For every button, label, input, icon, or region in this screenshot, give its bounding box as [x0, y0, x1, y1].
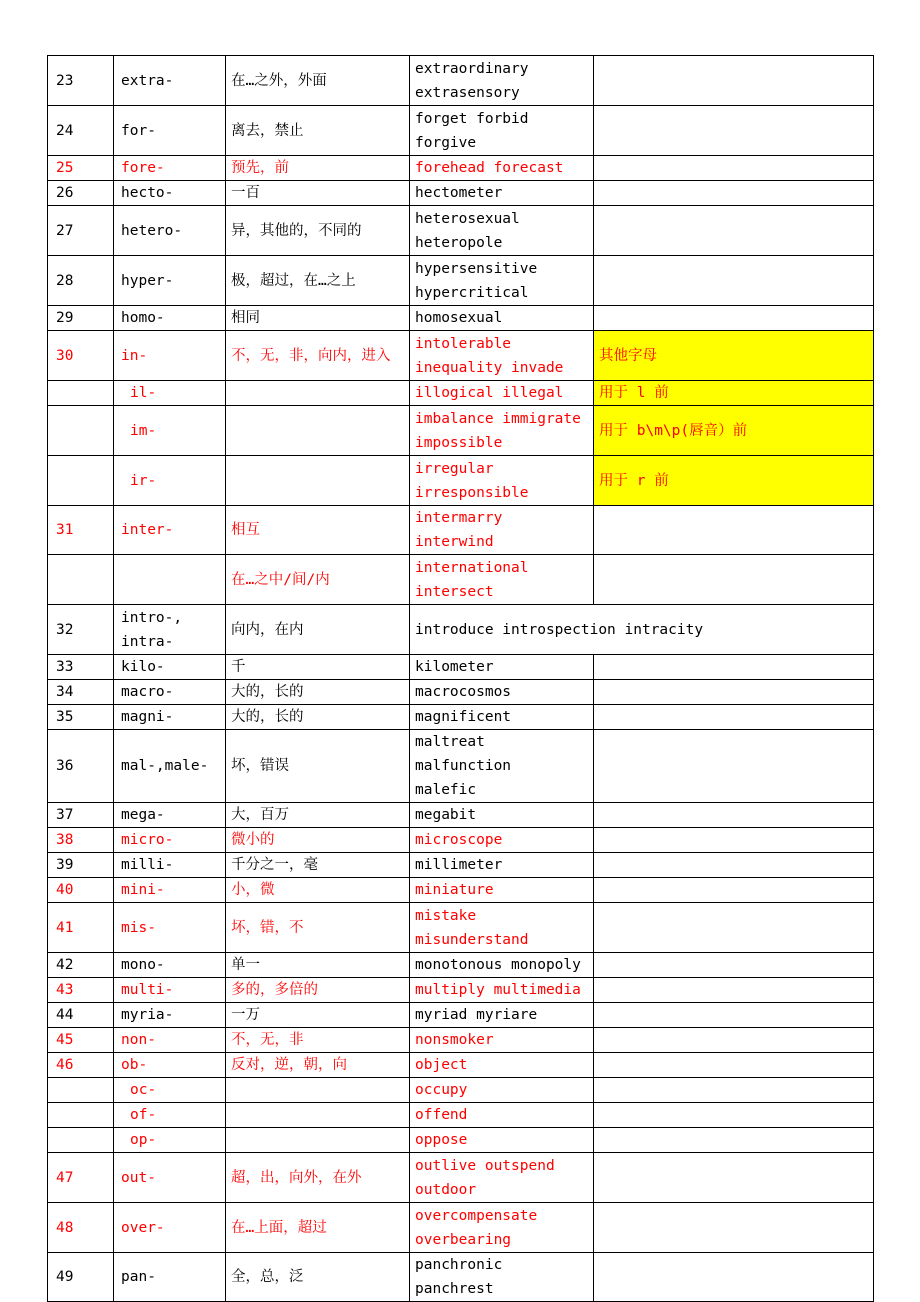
note-cell — [594, 1028, 874, 1053]
note-cell — [594, 828, 874, 853]
table-row — [48, 181, 874, 206]
meaning-cell: 全，总，泛 — [226, 1253, 410, 1302]
table-row — [48, 381, 874, 406]
examples-cell: international intersect — [410, 555, 594, 605]
note-cell — [594, 56, 874, 106]
table-row — [48, 1203, 874, 1253]
table-row — [48, 1053, 874, 1078]
prefix-cell: il- — [114, 381, 226, 406]
prefix-cell: inter- — [114, 506, 226, 555]
row-number-cell: 32 — [48, 605, 114, 655]
examples-cell: irregular irresponsible — [410, 456, 594, 506]
meaning-cell — [226, 456, 410, 506]
meaning-cell: 大的，长的 — [226, 705, 410, 730]
examples-cell: microscope — [410, 828, 594, 853]
examples-cell: heterosexual heteropole — [410, 206, 594, 256]
table-row — [48, 605, 874, 655]
examples-cell: homosexual — [410, 306, 594, 331]
note-cell — [594, 853, 874, 878]
prefix-cell: pan- — [114, 1253, 226, 1302]
examples-cell: object — [410, 1053, 594, 1078]
note-cell — [594, 953, 874, 978]
prefix-cell: op- — [114, 1128, 226, 1153]
row-number-cell: 25 — [48, 156, 114, 181]
note-cell — [594, 1053, 874, 1078]
note-cell — [594, 106, 874, 156]
meaning-cell: 异，其他的，不同的 — [226, 206, 410, 256]
row-number-cell: 39 — [48, 853, 114, 878]
note-cell — [594, 1203, 874, 1253]
note-cell — [594, 306, 874, 331]
examples-cell: occupy — [410, 1078, 594, 1103]
table-row — [48, 306, 874, 331]
prefix-cell: in- — [114, 331, 226, 381]
prefix-cell: macro- — [114, 680, 226, 705]
table-row — [48, 555, 874, 605]
examples-cell: magnificent — [410, 705, 594, 730]
meaning-cell: 在…之外，外面 — [226, 56, 410, 106]
prefix-cell: micro- — [114, 828, 226, 853]
prefix-cell: for- — [114, 106, 226, 156]
table-row — [48, 828, 874, 853]
examples-cell: megabit — [410, 803, 594, 828]
prefix-cell: of- — [114, 1103, 226, 1128]
table-row — [48, 56, 874, 106]
row-number-cell: 47 — [48, 1153, 114, 1203]
table-row — [48, 1128, 874, 1153]
meaning-cell: 单一 — [226, 953, 410, 978]
meaning-cell: 大，百万 — [226, 803, 410, 828]
note-cell: 用于 b\m\p(唇音）前 — [594, 406, 874, 456]
row-number-cell: 23 — [48, 56, 114, 106]
table-row — [48, 978, 874, 1003]
row-number-cell: 49 — [48, 1253, 114, 1302]
note-cell — [594, 803, 874, 828]
row-number-cell: 44 — [48, 1003, 114, 1028]
examples-cell: maltreat malfunction malefic — [410, 730, 594, 803]
meaning-cell — [226, 1128, 410, 1153]
row-number-cell — [48, 406, 114, 456]
row-number-cell: 29 — [48, 306, 114, 331]
meaning-cell: 小，微 — [226, 878, 410, 903]
prefix-cell — [114, 555, 226, 605]
table-row — [48, 878, 874, 903]
prefix-cell: ob- — [114, 1053, 226, 1078]
examples-cell: oppose — [410, 1128, 594, 1153]
note-cell — [594, 555, 874, 605]
row-number-cell: 46 — [48, 1053, 114, 1078]
row-number-cell: 34 — [48, 680, 114, 705]
row-number-cell — [48, 555, 114, 605]
meaning-cell: 相互 — [226, 506, 410, 555]
examples-cell: outlive outspend outdoor — [410, 1153, 594, 1203]
meaning-cell: 在…之中/间/内 — [226, 555, 410, 605]
meaning-cell — [226, 381, 410, 406]
row-number-cell: 30 — [48, 331, 114, 381]
row-number-cell: 41 — [48, 903, 114, 953]
table-row — [48, 506, 874, 555]
note-cell — [594, 978, 874, 1003]
row-number-cell: 24 — [48, 106, 114, 156]
row-number-cell: 35 — [48, 705, 114, 730]
meaning-cell — [226, 1103, 410, 1128]
note-cell — [594, 156, 874, 181]
table-row — [48, 730, 874, 803]
examples-cell: offend — [410, 1103, 594, 1128]
note-cell — [594, 878, 874, 903]
examples-cell: forget forbid forgive — [410, 106, 594, 156]
table-row — [48, 206, 874, 256]
table-row — [48, 655, 874, 680]
note-cell: 用于 l 前 — [594, 381, 874, 406]
row-number-cell: 31 — [48, 506, 114, 555]
examples-cell: mistake misunderstand — [410, 903, 594, 953]
table-row — [48, 853, 874, 878]
meaning-cell: 坏，错误 — [226, 730, 410, 803]
meaning-cell: 相同 — [226, 306, 410, 331]
row-number-cell: 27 — [48, 206, 114, 256]
examples-cell: overcompensate overbearing — [410, 1203, 594, 1253]
examples-cell: myriad myriare — [410, 1003, 594, 1028]
note-cell — [594, 680, 874, 705]
examples-cell: millimeter — [410, 853, 594, 878]
note-cell — [594, 1003, 874, 1028]
row-number-cell — [48, 381, 114, 406]
table-row — [48, 1103, 874, 1128]
prefix-cell: extra- — [114, 56, 226, 106]
prefix-cell: ir- — [114, 456, 226, 506]
note-cell — [594, 256, 874, 306]
meaning-cell: 多的，多倍的 — [226, 978, 410, 1003]
table-row — [48, 1078, 874, 1103]
prefix-cell: hecto- — [114, 181, 226, 206]
prefix-cell: hyper- — [114, 256, 226, 306]
prefix-cell: im- — [114, 406, 226, 456]
note-cell — [594, 206, 874, 256]
note-cell — [594, 655, 874, 680]
note-cell — [594, 1128, 874, 1153]
examples-cell: macrocosmos — [410, 680, 594, 705]
row-number-cell: 45 — [48, 1028, 114, 1053]
row-number-cell: 38 — [48, 828, 114, 853]
meaning-cell: 不，无，非，向内，进入 — [226, 331, 410, 381]
prefix-cell: mini- — [114, 878, 226, 903]
table-row — [48, 705, 874, 730]
prefix-cell: fore- — [114, 156, 226, 181]
examples-cell: illogical illegal — [410, 381, 594, 406]
prefix-cell: myria- — [114, 1003, 226, 1028]
row-number-cell: 42 — [48, 953, 114, 978]
prefix-cell: magni- — [114, 705, 226, 730]
row-number-cell: 40 — [48, 878, 114, 903]
table-row — [48, 803, 874, 828]
row-number-cell — [48, 1078, 114, 1103]
row-number-cell: 33 — [48, 655, 114, 680]
prefix-cell: multi- — [114, 978, 226, 1003]
prefix-cell: mono- — [114, 953, 226, 978]
row-number-cell: 43 — [48, 978, 114, 1003]
examples-cell: hypersensitive hypercritical — [410, 256, 594, 306]
examples-cell: intermarry interwind — [410, 506, 594, 555]
meaning-cell: 一百 — [226, 181, 410, 206]
prefix-cell: mega- — [114, 803, 226, 828]
examples-cell: extraordinary extrasensory — [410, 56, 594, 106]
meaning-cell: 一万 — [226, 1003, 410, 1028]
prefix-cell: oc- — [114, 1078, 226, 1103]
meaning-cell: 千 — [226, 655, 410, 680]
prefix-cell: out- — [114, 1153, 226, 1203]
meaning-cell: 千分之一，毫 — [226, 853, 410, 878]
table-row — [48, 1153, 874, 1203]
note-cell — [594, 181, 874, 206]
note-cell: 其他字母 — [594, 331, 874, 381]
row-number-cell — [48, 456, 114, 506]
prefix-cell: intro-, intra- — [114, 605, 226, 655]
meaning-cell: 反对，逆，朝，向 — [226, 1053, 410, 1078]
meaning-cell: 超，出，向外，在外 — [226, 1153, 410, 1203]
prefix-cell: over- — [114, 1203, 226, 1253]
meaning-cell — [226, 1078, 410, 1103]
table-row — [48, 406, 874, 456]
examples-cell: miniature — [410, 878, 594, 903]
row-number-cell: 36 — [48, 730, 114, 803]
row-number-cell: 28 — [48, 256, 114, 306]
row-number-cell: 26 — [48, 181, 114, 206]
examples-cell: panchronic panchrest — [410, 1253, 594, 1302]
prefix-cell: milli- — [114, 853, 226, 878]
prefix-table — [47, 55, 874, 1302]
examples-cell: kilometer — [410, 655, 594, 680]
table-row — [48, 106, 874, 156]
meaning-cell — [226, 406, 410, 456]
row-number-cell — [48, 1103, 114, 1128]
note-cell — [594, 903, 874, 953]
prefix-cell: kilo- — [114, 655, 226, 680]
examples-cell: intolerable inequality invade — [410, 331, 594, 381]
examples-cell: introduce introspection intracity — [410, 605, 874, 655]
table-row — [48, 456, 874, 506]
table-row — [48, 331, 874, 381]
table-row — [48, 1003, 874, 1028]
examples-cell: monotonous monopoly — [410, 953, 594, 978]
note-cell — [594, 1253, 874, 1302]
note-cell — [594, 1153, 874, 1203]
examples-cell: hectometer — [410, 181, 594, 206]
row-number-cell: 37 — [48, 803, 114, 828]
meaning-cell: 不，无，非 — [226, 1028, 410, 1053]
note-cell — [594, 730, 874, 803]
meaning-cell: 微小的 — [226, 828, 410, 853]
note-cell — [594, 506, 874, 555]
row-number-cell: 48 — [48, 1203, 114, 1253]
table-row — [48, 1253, 874, 1302]
examples-cell: imbalance immigrate impossible — [410, 406, 594, 456]
examples-cell: nonsmoker — [410, 1028, 594, 1053]
table-row — [48, 903, 874, 953]
meaning-cell: 向内，在内 — [226, 605, 410, 655]
prefix-table-body — [48, 56, 874, 1302]
meaning-cell: 预先，前 — [226, 156, 410, 181]
table-row — [48, 680, 874, 705]
examples-cell: forehead forecast — [410, 156, 594, 181]
prefix-cell: mal-,male- — [114, 730, 226, 803]
table-row — [48, 1028, 874, 1053]
meaning-cell: 大的，长的 — [226, 680, 410, 705]
row-number-cell — [48, 1128, 114, 1153]
meaning-cell: 坏，错，不 — [226, 903, 410, 953]
prefix-cell: homo- — [114, 306, 226, 331]
table-row — [48, 256, 874, 306]
prefix-cell: mis- — [114, 903, 226, 953]
note-cell — [594, 1103, 874, 1128]
meaning-cell: 极，超过，在…之上 — [226, 256, 410, 306]
note-cell — [594, 1078, 874, 1103]
prefix-cell: non- — [114, 1028, 226, 1053]
table-row — [48, 156, 874, 181]
table-row — [48, 953, 874, 978]
meaning-cell: 离去，禁止 — [226, 106, 410, 156]
prefix-cell: hetero- — [114, 206, 226, 256]
note-cell: 用于 r 前 — [594, 456, 874, 506]
note-cell — [594, 705, 874, 730]
meaning-cell: 在…上面，超过 — [226, 1203, 410, 1253]
examples-cell: multiply multimedia — [410, 978, 594, 1003]
